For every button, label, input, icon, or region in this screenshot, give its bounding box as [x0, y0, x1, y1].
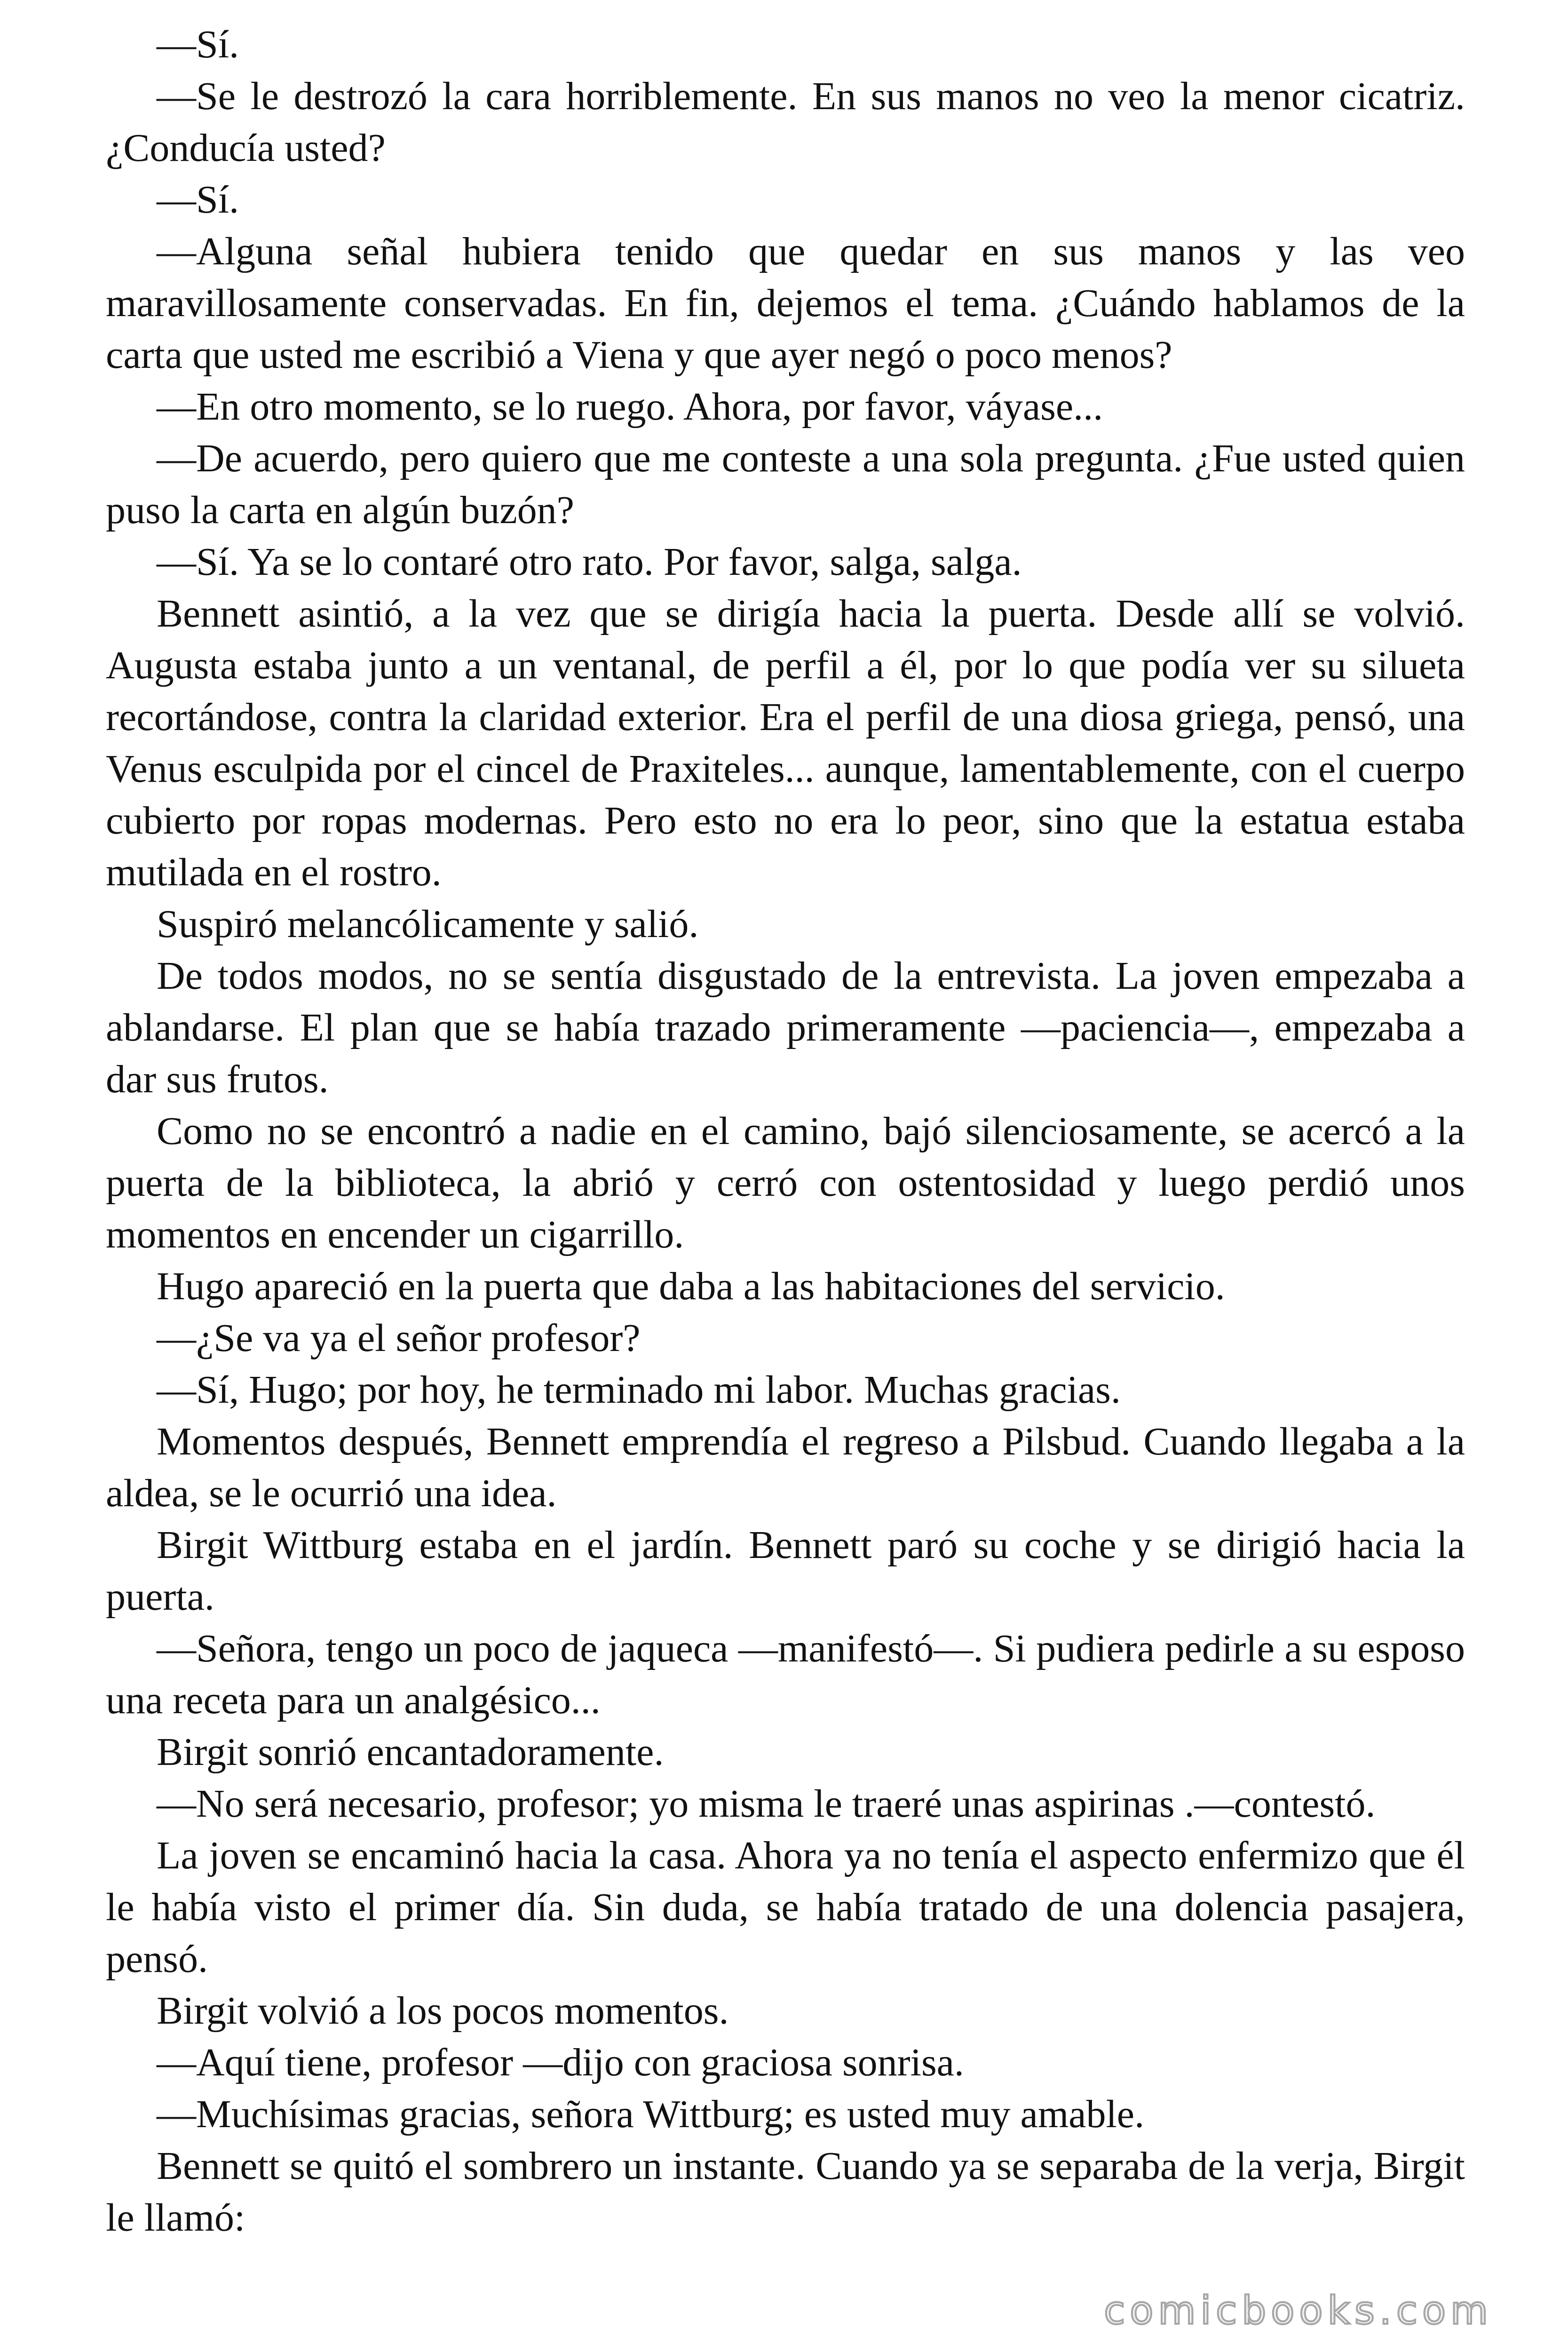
- watermark: comicbooks.com: [1104, 2288, 1493, 2333]
- paragraph-18: Birgit sonrió encantadoramente.: [157, 1730, 664, 1774]
- paragraph-19: —No será necesario, profesor; yo misma le traeré unas aspirinas .—contestó.: [157, 1782, 1376, 1826]
- paragraph-2: —Se le destrozó la cara horriblemente. En sus manos no veo la menor cicatriz. ¿Conducía usted?: [106, 74, 1465, 170]
- paragraph-22: —Aquí tiene, profesor —dijo con graciosa sonrisa.: [157, 2041, 964, 2084]
- paragraph-23: —Muchísimas gracias, señora Wittburg; es usted muy amable.: [157, 2092, 1145, 2136]
- paragraph-9: Suspiró melancólicamente y salió.: [157, 902, 699, 946]
- paragraph-24: Bennett se quitó el sombrero un instante. Cuando ya se separaba de la verja, Birgit le llamó:: [106, 2144, 1465, 2240]
- paragraph-21: Birgit volvió a los pocos momentos.: [157, 1989, 729, 2033]
- body-text: [106, 19, 1465, 2244]
- paragraph-12: Hugo apareció en la puerta que daba a las habitaciones del servicio.: [157, 1264, 1225, 1308]
- paragraph-17: —Señora, tengo un poco de jaqueca —manifestó—. Si pudiera pedirle a su esposo una receta para un analgésico...: [106, 1627, 1465, 1722]
- paragraph-15: Momentos después, Bennett emprendía el regreso a Pilsbud. Cuando llegaba a la aldea, se le ocurrió una idea.: [106, 1420, 1465, 1515]
- paragraph-20: La joven se encaminó hacia la casa. Ahora ya no tenía el aspecto enfermizo que él le había visto el primer día. Sin duda, se había tratado de una dolencia pasajera, pensó.: [106, 1834, 1465, 1981]
- paragraph-1: —Sí.: [157, 23, 239, 66]
- paragraph-13: —¿Se va ya el señor profesor?: [157, 1316, 641, 1360]
- paragraph-11: Como no se encontró a nadie en el camino, bajó silenciosamente, se acercó a la puerta de la biblioteca, la abrió y cerró con ostentosidad y luego perdió unos momentos en encender un cigarrillo.: [106, 1109, 1465, 1256]
- paragraph-7: —Sí. Ya se lo contaré otro rato. Por favor, salga, salga.: [157, 540, 1022, 584]
- paragraph-4: —Alguna señal hubiera tenido que quedar en sus manos y las veo maravillosamente conservadas. En fin, dejemos el tema. ¿Cuándo hablamos de la carta que usted me escribió a Viena y que ayer negó o poco menos?: [106, 230, 1465, 377]
- paragraph-5: —En otro momento, se lo ruego. Ahora, por favor, váyase...: [157, 385, 1103, 429]
- paragraph-6: —De acuerdo, pero quiero que me conteste a una sola pregunta. ¿Fue usted quien puso la carta en algún buzón?: [106, 437, 1465, 532]
- paragraph-10: De todos modos, no se sentía disgustado de la entrevista. La joven empezaba a ablandarse. El plan que se había trazado primeramente —paciencia—, empezaba a dar sus frutos.: [106, 954, 1465, 1101]
- paragraph-14: —Sí, Hugo; por hoy, he terminado mi labor. Muchas gracias.: [157, 1368, 1121, 1412]
- paragraph-8: Bennett asintió, a la vez que se dirigía hacia la puerta. Desde allí se volvió. Augusta estaba junto a un ventanal, de perfil a él, por lo que podía ver su silueta recortándose, contra la claridad exterior. Era el perfil de una diosa griega, pensó, una Venus esculpida por el cincel de Praxiteles... aunque, lamentablemente, con el cuerpo cubierto por ropas modernas. Pero esto no era lo peor, sino que la estatua estaba mutilada en el rostro.: [106, 592, 1465, 894]
- paragraph-16: Birgit Wittburg estaba en el jardín. Bennett paró su coche y se dirigió hacia la puerta.: [106, 1523, 1465, 1619]
- paragraph-3: —Sí.: [157, 178, 239, 222]
